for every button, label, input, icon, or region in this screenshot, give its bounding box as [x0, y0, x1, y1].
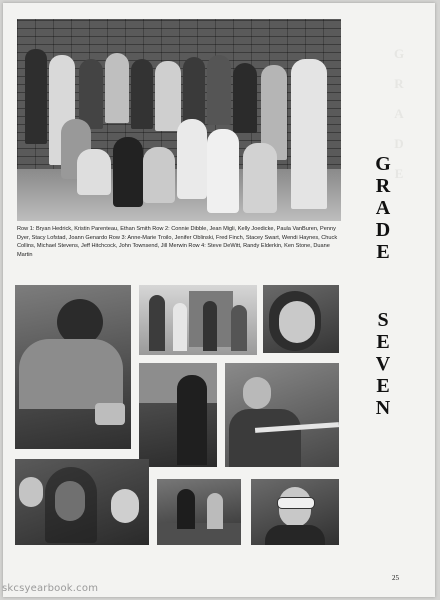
student-figure [149, 295, 165, 351]
yearbook-page [3, 3, 435, 597]
student-figure [207, 129, 239, 213]
student-figure [177, 489, 195, 529]
boy-head [243, 377, 271, 409]
student-figure [183, 57, 205, 127]
title-letter: E [376, 375, 390, 397]
workbench [157, 523, 241, 545]
student-figure [173, 303, 187, 351]
workshop-students-photo [157, 479, 241, 545]
teacher-figure [177, 375, 207, 465]
grade-seven-title [371, 153, 395, 419]
student-figure [155, 61, 181, 131]
girl-hair [45, 467, 97, 543]
title-letter: V [375, 353, 391, 375]
title-letter: D [375, 219, 391, 241]
student-figure [25, 49, 47, 144]
title-letter: A [375, 197, 391, 219]
title-letter: E [376, 331, 390, 353]
student-figure [203, 301, 217, 351]
girl-face [111, 489, 139, 523]
class-photo-caption: Row 1: Bryan Hedrick, Kristin Parenteau, Ethan Smith Row 2: Connie Dibble, Jean Migli, Kelly Joedicke, Paula VanBuren, Penny Dyer, Stacy Lofstad, Joann Genardo Row 3: Anne-Marie Troilo, Jenifer Oblinski, Fred Finch, Stacey Swart, Wendi Haynes, Chuck Collins, Michael Stevens, Jeff Hitchcock, John Townsend, Jill Merwin Row 4: Steve DeWitt, Randy Elderkin, Ken Stone, Duane Martin [17, 226, 338, 258]
title-letter: S [377, 309, 389, 331]
cooking-pot [95, 403, 125, 425]
boy-with-goggles-photo [251, 479, 339, 545]
student-figure [113, 137, 143, 207]
student-figure [143, 147, 175, 203]
title-letter: E [376, 241, 390, 263]
girl-face [19, 477, 43, 507]
student-figure [231, 305, 247, 351]
goggles-icon [277, 497, 315, 509]
student-figure [105, 53, 129, 123]
title-letter: R [375, 175, 391, 197]
watermark: skcsyearbook.com [2, 583, 99, 594]
girl-face [279, 301, 315, 343]
smiling-girl-photo [263, 285, 339, 353]
group-of-girls-photo [15, 459, 149, 545]
student-figure [207, 55, 231, 125]
page-number: 25 [392, 574, 399, 582]
student-figure [131, 59, 153, 129]
shop-teacher-photo [139, 363, 217, 467]
boy-body [265, 525, 325, 545]
bleed-through-letters: G R A D E [393, 46, 405, 181]
title-letter: N [375, 397, 391, 419]
boy-with-rod-photo [225, 363, 339, 467]
student-figure [79, 59, 103, 129]
cooking-student-photo [15, 285, 131, 449]
title-spacer [371, 263, 395, 309]
student-figure [207, 493, 223, 529]
student-body [19, 339, 123, 409]
hallway-students-photo [139, 285, 257, 355]
student-figure [291, 59, 327, 209]
student-figure [233, 63, 257, 133]
student-figure [177, 119, 207, 199]
boy-body [229, 409, 301, 467]
student-figure [243, 143, 277, 213]
title-letter: G [375, 153, 391, 175]
student-figure [77, 149, 111, 195]
class-group-photo [17, 19, 341, 221]
